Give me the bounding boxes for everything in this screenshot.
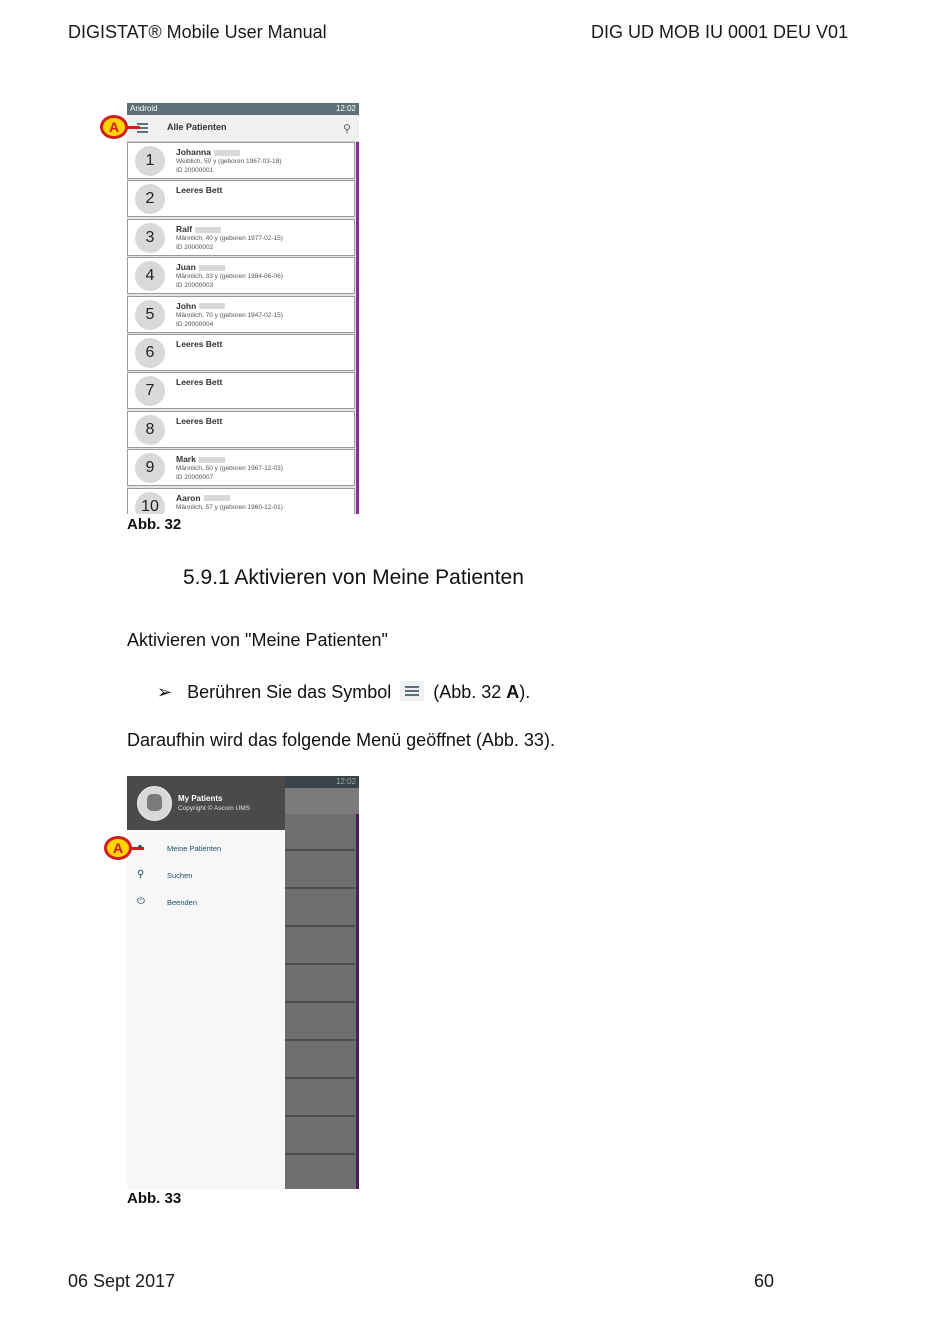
figure-caption: Abb. 33 — [127, 1190, 182, 1207]
callout-a: A — [104, 836, 132, 860]
power-icon: ⏻ — [137, 896, 145, 907]
bed-number: 7 — [135, 376, 165, 406]
dimmed-app-bar — [285, 788, 359, 814]
bed-number: 10 — [135, 492, 165, 514]
patient-row[interactable] — [127, 257, 355, 294]
patient-name: Leeres Bett — [176, 185, 223, 196]
dimmed-row — [285, 890, 355, 927]
redacted-surname — [204, 495, 230, 501]
bullet-item — [157, 681, 530, 703]
patient-name: Johanna — [176, 147, 211, 157]
patient-row[interactable] — [127, 219, 355, 256]
patient-name: John — [176, 300, 197, 311]
dimmed-row — [285, 1004, 355, 1041]
patient-name: Mark — [176, 454, 196, 465]
bed-number: 1 — [135, 146, 165, 176]
patient-row[interactable] — [127, 142, 355, 179]
patient-info: Männlich, 57 y (geboren 1960-12-01) — [176, 503, 283, 511]
bullet-marker: ➢ — [157, 682, 173, 702]
patient-name: Leeres Bett — [176, 377, 223, 388]
scrollbar — [356, 814, 359, 1189]
bed-number: 5 — [135, 300, 165, 330]
menu-icon[interactable] — [137, 123, 148, 135]
bed-number: 2 — [135, 184, 165, 214]
patient-id: ID 20000004 — [176, 320, 214, 328]
menu-item-meine-patienten[interactable] — [127, 840, 285, 860]
header-title: DIGISTAT® Mobile User Manual — [68, 22, 327, 42]
header-doc-id: DIG UD MOB IU 0001 DEU V01 — [591, 22, 849, 42]
search-icon[interactable]: ⚲ — [342, 123, 351, 135]
bullet-ref-bold: A — [506, 682, 520, 702]
bed-number: 4 — [135, 261, 165, 291]
dimmed-row — [285, 814, 355, 851]
page-number: 60 — [754, 1271, 775, 1291]
bed-number: 3 — [135, 223, 165, 253]
paragraph: Aktivieren von "Meine Patienten" — [127, 630, 388, 650]
patient-name: Juan — [176, 262, 196, 273]
menu-item-suchen[interactable] — [127, 867, 285, 887]
patient-name: Leeres Bett — [176, 415, 223, 426]
bullet-ref-close: ). — [519, 682, 531, 702]
menu-item-label: Meine Patienten — [167, 844, 222, 853]
figure-33-screenshot — [127, 776, 359, 1189]
patient-id: ID 20000003 — [176, 282, 214, 290]
patient-row[interactable] — [127, 449, 355, 486]
figure-caption: Abb. 32 — [127, 516, 182, 533]
status-time: 12:02 — [335, 104, 356, 113]
status-bar — [127, 103, 359, 115]
patient-row[interactable] — [127, 334, 355, 371]
status-label: Android — [130, 104, 158, 113]
patient-info: Männlich, 70 y (geboren 1947-02-15) — [176, 311, 283, 319]
patient-id: ID 20000001 — [176, 167, 214, 174]
drawer-header — [127, 776, 285, 830]
redacted-surname — [195, 227, 221, 233]
drawer-title: My Patients — [178, 794, 223, 803]
bed-number: 6 — [135, 338, 165, 368]
redacted-surname — [199, 265, 225, 271]
patient-name: Ralf — [176, 223, 193, 234]
dimmed-row — [285, 1080, 355, 1117]
app-title: Alle Patienten — [167, 122, 227, 132]
dimmed-row — [285, 928, 355, 965]
bullet-text: Berühren Sie das Symbol — [187, 682, 392, 702]
status-time: 12:02 — [285, 776, 359, 788]
patient-row[interactable] — [127, 488, 355, 514]
callout-pointer — [130, 847, 144, 850]
patient-info: Männlich, 33 y (geboren 1984-06-06) — [176, 273, 283, 281]
redacted-surname — [199, 303, 225, 309]
scrollbar[interactable] — [356, 142, 359, 514]
patient-name: Aaron — [176, 492, 201, 503]
menu-item-label: Beenden — [167, 898, 198, 907]
patient-info: Weiblich, 50 y (geboren 1967-03-18) — [176, 158, 282, 165]
bed-number: 8 — [135, 415, 165, 445]
patient-row[interactable] — [127, 372, 355, 409]
patient-id: ID 20000007 — [176, 474, 214, 482]
bullet-ref: (Abb. 32 — [433, 682, 507, 702]
dimmed-row — [285, 1042, 355, 1079]
app-bar — [127, 115, 359, 142]
patient-id: ID 20000002 — [176, 243, 214, 251]
search-icon: ⚲ — [137, 869, 145, 880]
menu-icon — [400, 681, 424, 701]
dimmed-row — [285, 852, 355, 889]
callout-pointer — [126, 126, 140, 129]
section-title: 5.9.1 Aktivieren von Meine Patienten — [183, 566, 524, 589]
patient-list — [127, 142, 355, 514]
patient-info: Männlich, 40 y (geboren 1977-02-15) — [176, 234, 283, 242]
dimmed-row — [285, 966, 355, 1003]
callout-a: A — [100, 115, 128, 139]
redacted-surname — [214, 150, 240, 156]
figure-32-screenshot — [127, 103, 359, 514]
footer-date: 06 Sept 2017 — [68, 1271, 176, 1291]
navigation-drawer — [127, 776, 285, 1189]
patient-row[interactable] — [127, 296, 355, 333]
patient-name: Leeres Bett — [176, 338, 223, 349]
drawer-subtitle: Copyright © Ascom UMS — [178, 805, 250, 812]
menu-item-beenden[interactable] — [127, 894, 285, 914]
dimmed-row — [285, 1156, 355, 1189]
dimmed-row — [285, 1118, 355, 1155]
redacted-surname — [199, 457, 225, 463]
menu-item-label: Suchen — [167, 871, 193, 880]
patient-info: Männlich, 50 y (geboren 1967-12-03) — [176, 465, 283, 473]
avatar — [137, 786, 172, 821]
paragraph: Daraufhin wird das folgende Menü geöffnet (Abb. 33). — [127, 730, 555, 750]
patient-row[interactable] — [127, 180, 355, 217]
patient-row[interactable] — [127, 411, 355, 448]
bed-number: 9 — [135, 453, 165, 483]
